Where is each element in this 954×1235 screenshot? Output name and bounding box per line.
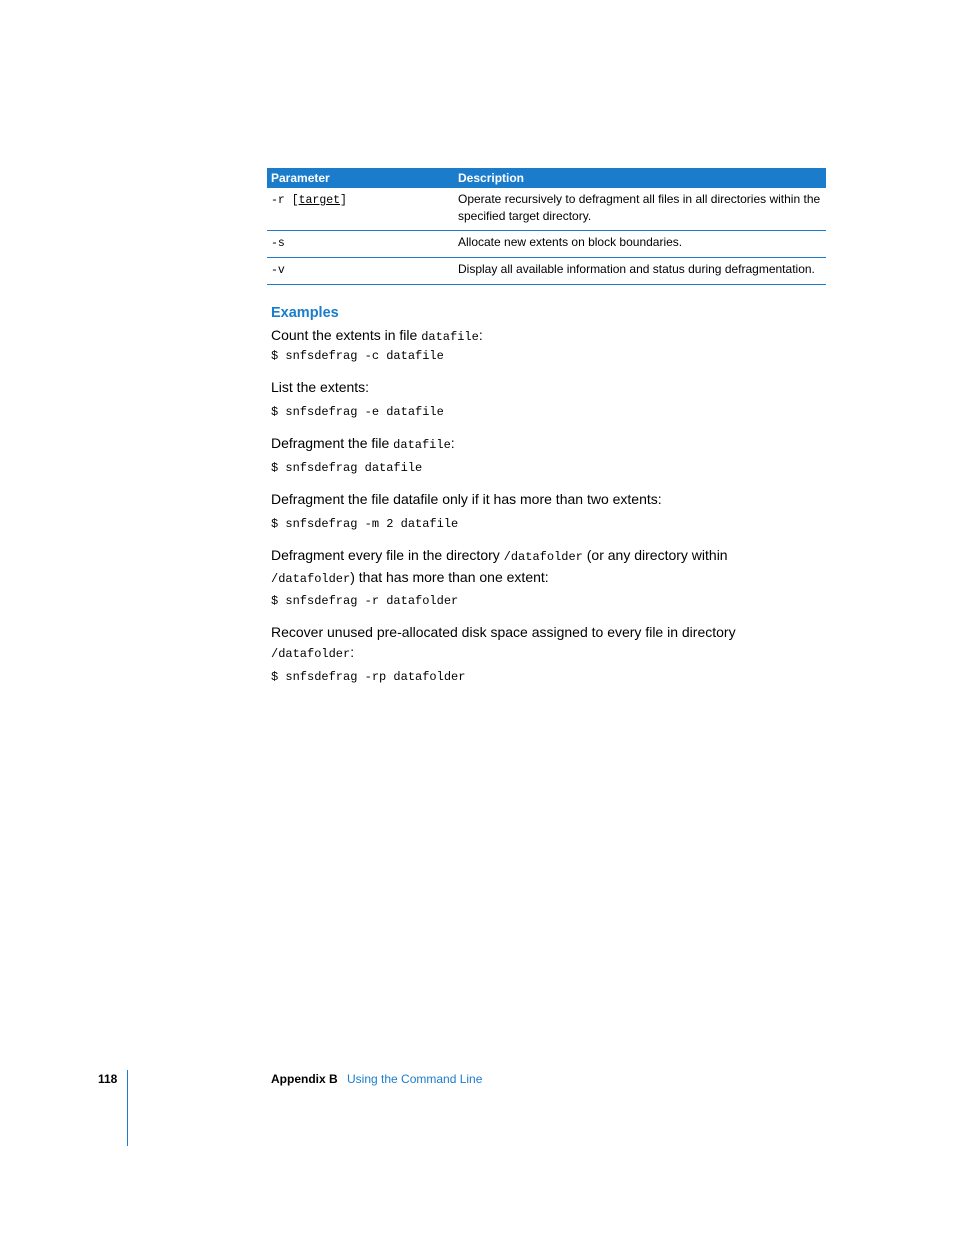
footer-chapter-link[interactable]: Using the Command Line	[347, 1072, 483, 1086]
table-row	[267, 231, 826, 258]
example-command: $ snfsdefrag datafile	[271, 461, 423, 475]
example-command: $ snfsdefrag -e datafile	[271, 405, 444, 419]
description-cell: Allocate new extents on block boundaries.	[454, 231, 826, 258]
example-description: List the extents:	[271, 379, 370, 395]
examples-heading: Examples	[271, 305, 339, 321]
param-prefix: -r [	[271, 194, 299, 207]
footer-divider	[127, 1070, 128, 1146]
table-row	[267, 258, 826, 285]
description-cell: Operate recursively to defragment all files in all directories within the specified target directory.	[454, 188, 826, 231]
param-suffix: ]	[340, 194, 347, 207]
example-command: $ snfsdefrag -rp datafolder	[271, 670, 466, 684]
page-number: 118	[98, 1072, 118, 1086]
param-arg: target	[298, 194, 341, 207]
example-description: Recover unused pre-allocated disk space assigned to every file in directory /datafolder:	[271, 624, 736, 661]
table-header-row	[267, 168, 826, 188]
header-parameter: Parameter	[267, 168, 454, 188]
param-cell	[267, 188, 454, 231]
parameter-table	[267, 168, 826, 285]
param-cell: -s	[267, 231, 454, 258]
example-command: $ snfsdefrag -m 2 datafile	[271, 517, 459, 531]
param-cell: -v	[267, 258, 454, 285]
example-command: $ snfsdefrag -r datafolder	[271, 594, 459, 608]
description-cell: Display all available information and status during defragmentation.	[454, 258, 826, 285]
table-row	[267, 188, 826, 231]
example-description: Defragment the file datafile:	[271, 435, 455, 452]
header-description: Description	[454, 168, 826, 188]
footer-appendix-label: Appendix B	[271, 1072, 338, 1086]
example-description: Defragment the file datafile only if it has more than two extents:	[271, 491, 662, 507]
example-description: Defragment every file in the directory /datafolder (or any directory within /datafolder) that has more than one extent:	[271, 547, 728, 586]
example-description: Count the extents in file datafile:	[271, 327, 483, 344]
example-command: $ snfsdefrag -c datafile	[271, 349, 444, 363]
